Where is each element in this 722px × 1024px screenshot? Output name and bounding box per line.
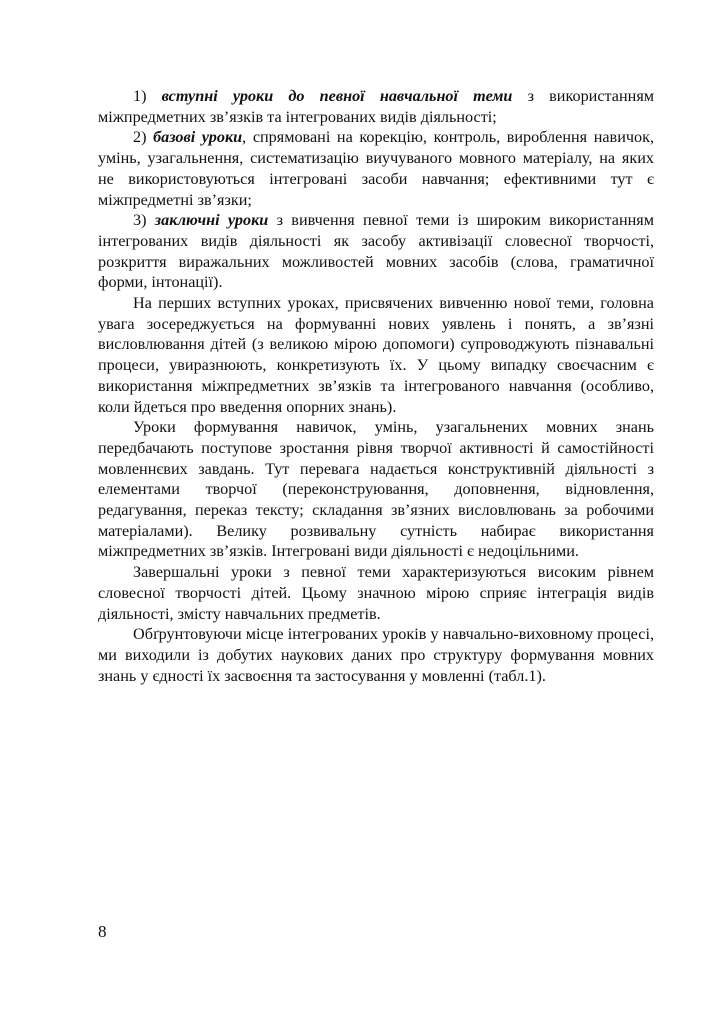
term-final-lessons: заключні уроки — [154, 211, 269, 230]
item-number: 1) — [133, 87, 162, 105]
page-body — [98, 86, 654, 686]
list-item-basic-lessons — [98, 127, 654, 210]
item-text: , спрямовані на корекцію, контроль, вироблення навичок, умінь, узагальнення, систематизацію виучуваного мовного матеріалу, на яких не використовуються інтегровані засоби навчання; ефективними тут є міжпредметні зв’язки; — [98, 128, 655, 209]
paragraph-integrated-lessons-rationale: Обґрунтовуючи місце інтегрованих уроків у навчально-виховному процесі, ми виходили із добутих наукових даних про структуру формування мовних знань у єдності їх засвоєння та застосування у мовленні (табл.1). — [98, 625, 654, 685]
list-item-introductory-lessons — [98, 86, 654, 127]
paragraph-first-introductory-lessons: На перших вступних уроках, присвячених вивченню нової теми, головна увага зосереджується на формуванні нових уявлень і понять, а зв’язні висловлювання дітей (з великою мірою допомоги) супроводжують пізнавальні процеси, увиразнюють, конкретизують їх. У цьому випадку своєчасним є використання міжпредметних зв’язків та інтегрованого навчання (особливо, коли йдеться про введення опорних знань). — [98, 294, 654, 416]
item-number: 2) — [133, 128, 154, 147]
paragraph-concluding-lessons: Завершальні уроки з певної теми характеризуються високим рівнем словесної творчості дітей. Цьому значною мірою сприяє інтеграція видів діяльності, змісту навчальних предметів. — [98, 563, 654, 623]
paragraph-skills-formation-lessons: Уроки формування навичок, умінь, узагальнених мовних знань передбачають поступове зростання рівня творчої активності й самостійності мовленнєвих завдань. Тут перевага надається конструктивній діяльності з елементами творчої (переконструювання, доповнення, відновлення, редагування, переказ тексту; складання зв’язних висловлювань за робочими матеріалами). Велику розвивальну сутність набирає використання міжпредметних зв’язків. Інтегровані види діяльності є недоцільними. — [98, 418, 654, 561]
list-item-final-lessons — [98, 210, 654, 293]
page-number: 8 — [98, 922, 107, 941]
item-text: з вивчення певної теми із широким використанням інтегрованих видів діяльності як засобу активізації словесної творчості, розкриття виражальних можливостей мовних засобів (слова, граматичної форми, інтонації). — [98, 211, 654, 292]
item-text: з використанням міжпредметних зв’язків та інтегрованих видів діяльності; — [98, 87, 655, 126]
term-introductory-lessons: вступні уроки до певної навчальної теми — [161, 87, 513, 105]
term-basic-lessons: базові уроки — [153, 128, 243, 147]
item-number: 3) — [133, 211, 155, 230]
